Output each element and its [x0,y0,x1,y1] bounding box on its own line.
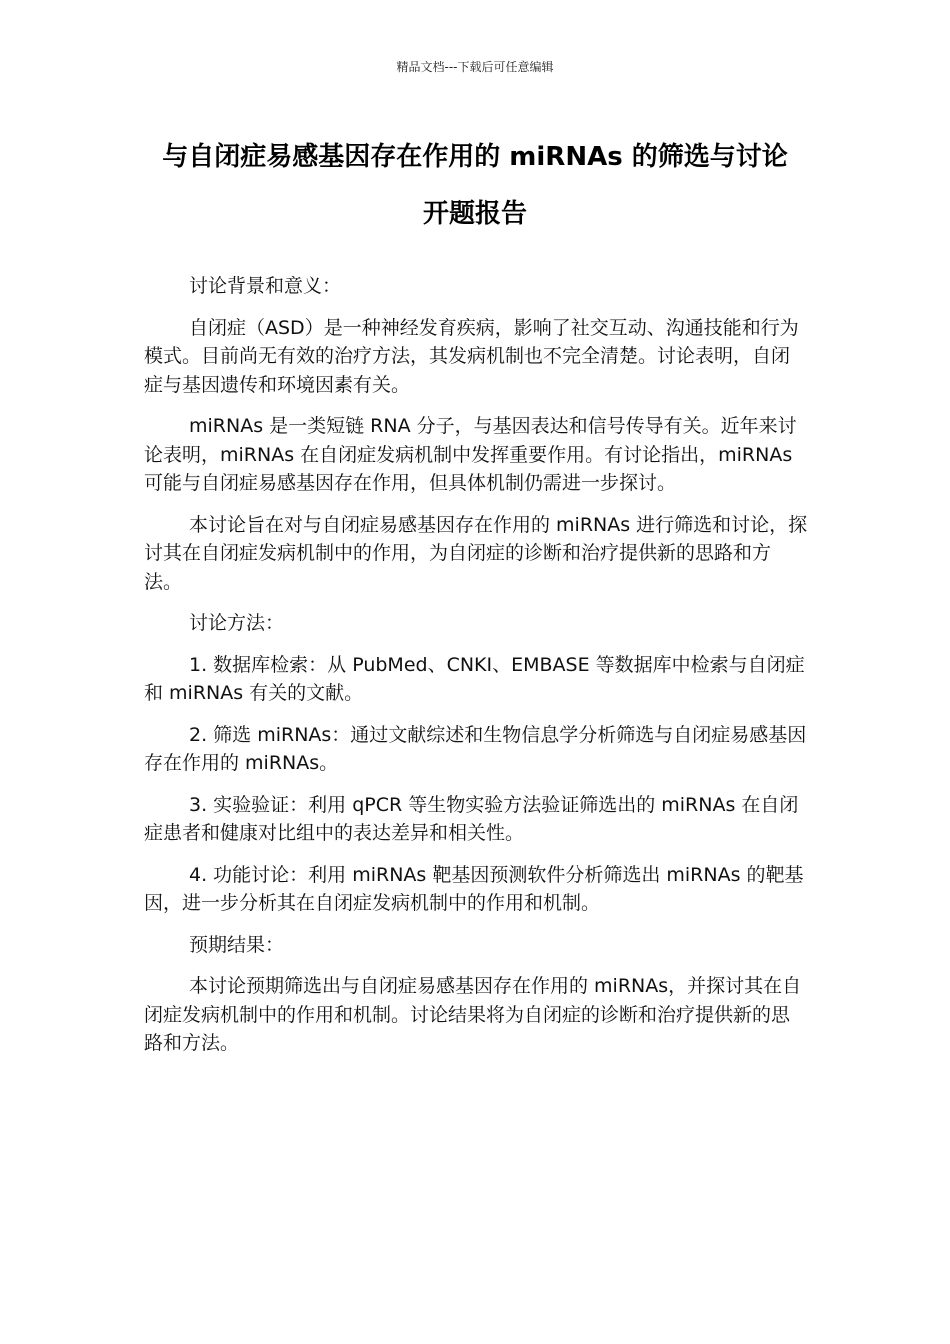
document-body [144,272,808,1071]
method-item-2: 2. 筛选 miRNAs：通过文献综述和生物信息学分析筛选与自闭症易感基因存在作用的 miRNAs。 [144,723,807,774]
paragraph-asd-intro: 自闭症（ASD）是一种神经发育疾病，影响了社交互动、沟通技能和行为模式。目前尚无有效的治疗方法，其发病机制也不完全清楚。讨论表明，自闭症与基因遗传和环境因素有关。 [144,316,799,396]
section-heading-expected-results: 预期结果： [189,933,285,956]
method-item-4: 4. 功能讨论：利用 miRNAs 靶基因预测软件分析筛选出 miRNAs 的靶基因，进一步分析其在自闭症发病机制中的作用和机制。 [144,863,804,914]
document-subtitle: 开题报告 [422,199,527,229]
paragraph-mirna-intro: miRNAs 是一类短链 RNA 分子，与基因表达和信号传导有关。近年来讨论表明，miRNAs 在自闭症发病机制中发挥重要作用。有讨论指出，miRNAs 可能与自闭症易感基因存在作用，但具体机制仍需进一步探讨。 [144,415,797,494]
section-heading-background: 讨论背景和意义： [189,275,342,297]
paragraph-study-aim: 本讨论旨在对与自闭症易感基因存在作用的 miRNAs 进行筛选和讨论，探讨其在自闭症发病机制中的作用，为自闭症的诊断和治疗提供新的思路和方法。 [144,513,808,593]
header-note: 精品文档---下载后可任意编辑 [396,60,554,74]
method-item-1: 1. 数据库检索：从 PubMed、CNKI、EMBASE 等数据库中检索与自闭症和 miRNAs 有关的文献。 [144,653,805,704]
paragraph-expected-results: 本讨论预期筛选出与自闭症易感基因存在作用的 miRNAs，并探讨其在自闭症发病机制中的作用和机制。讨论结果将为自闭症的诊断和治疗提供新的思路和方法。 [144,975,802,1054]
section-heading-methods: 讨论方法： [189,612,285,634]
document-title: 与自闭症易感基因存在作用的 miRNAs 的筛选与讨论 [162,142,788,172]
method-item-3: 3. 实验验证：利用 qPCR 等生物实验方法验证筛选出的 miRNAs 在自闭症患者和健康对比组中的表达差异和相关性。 [144,793,799,844]
